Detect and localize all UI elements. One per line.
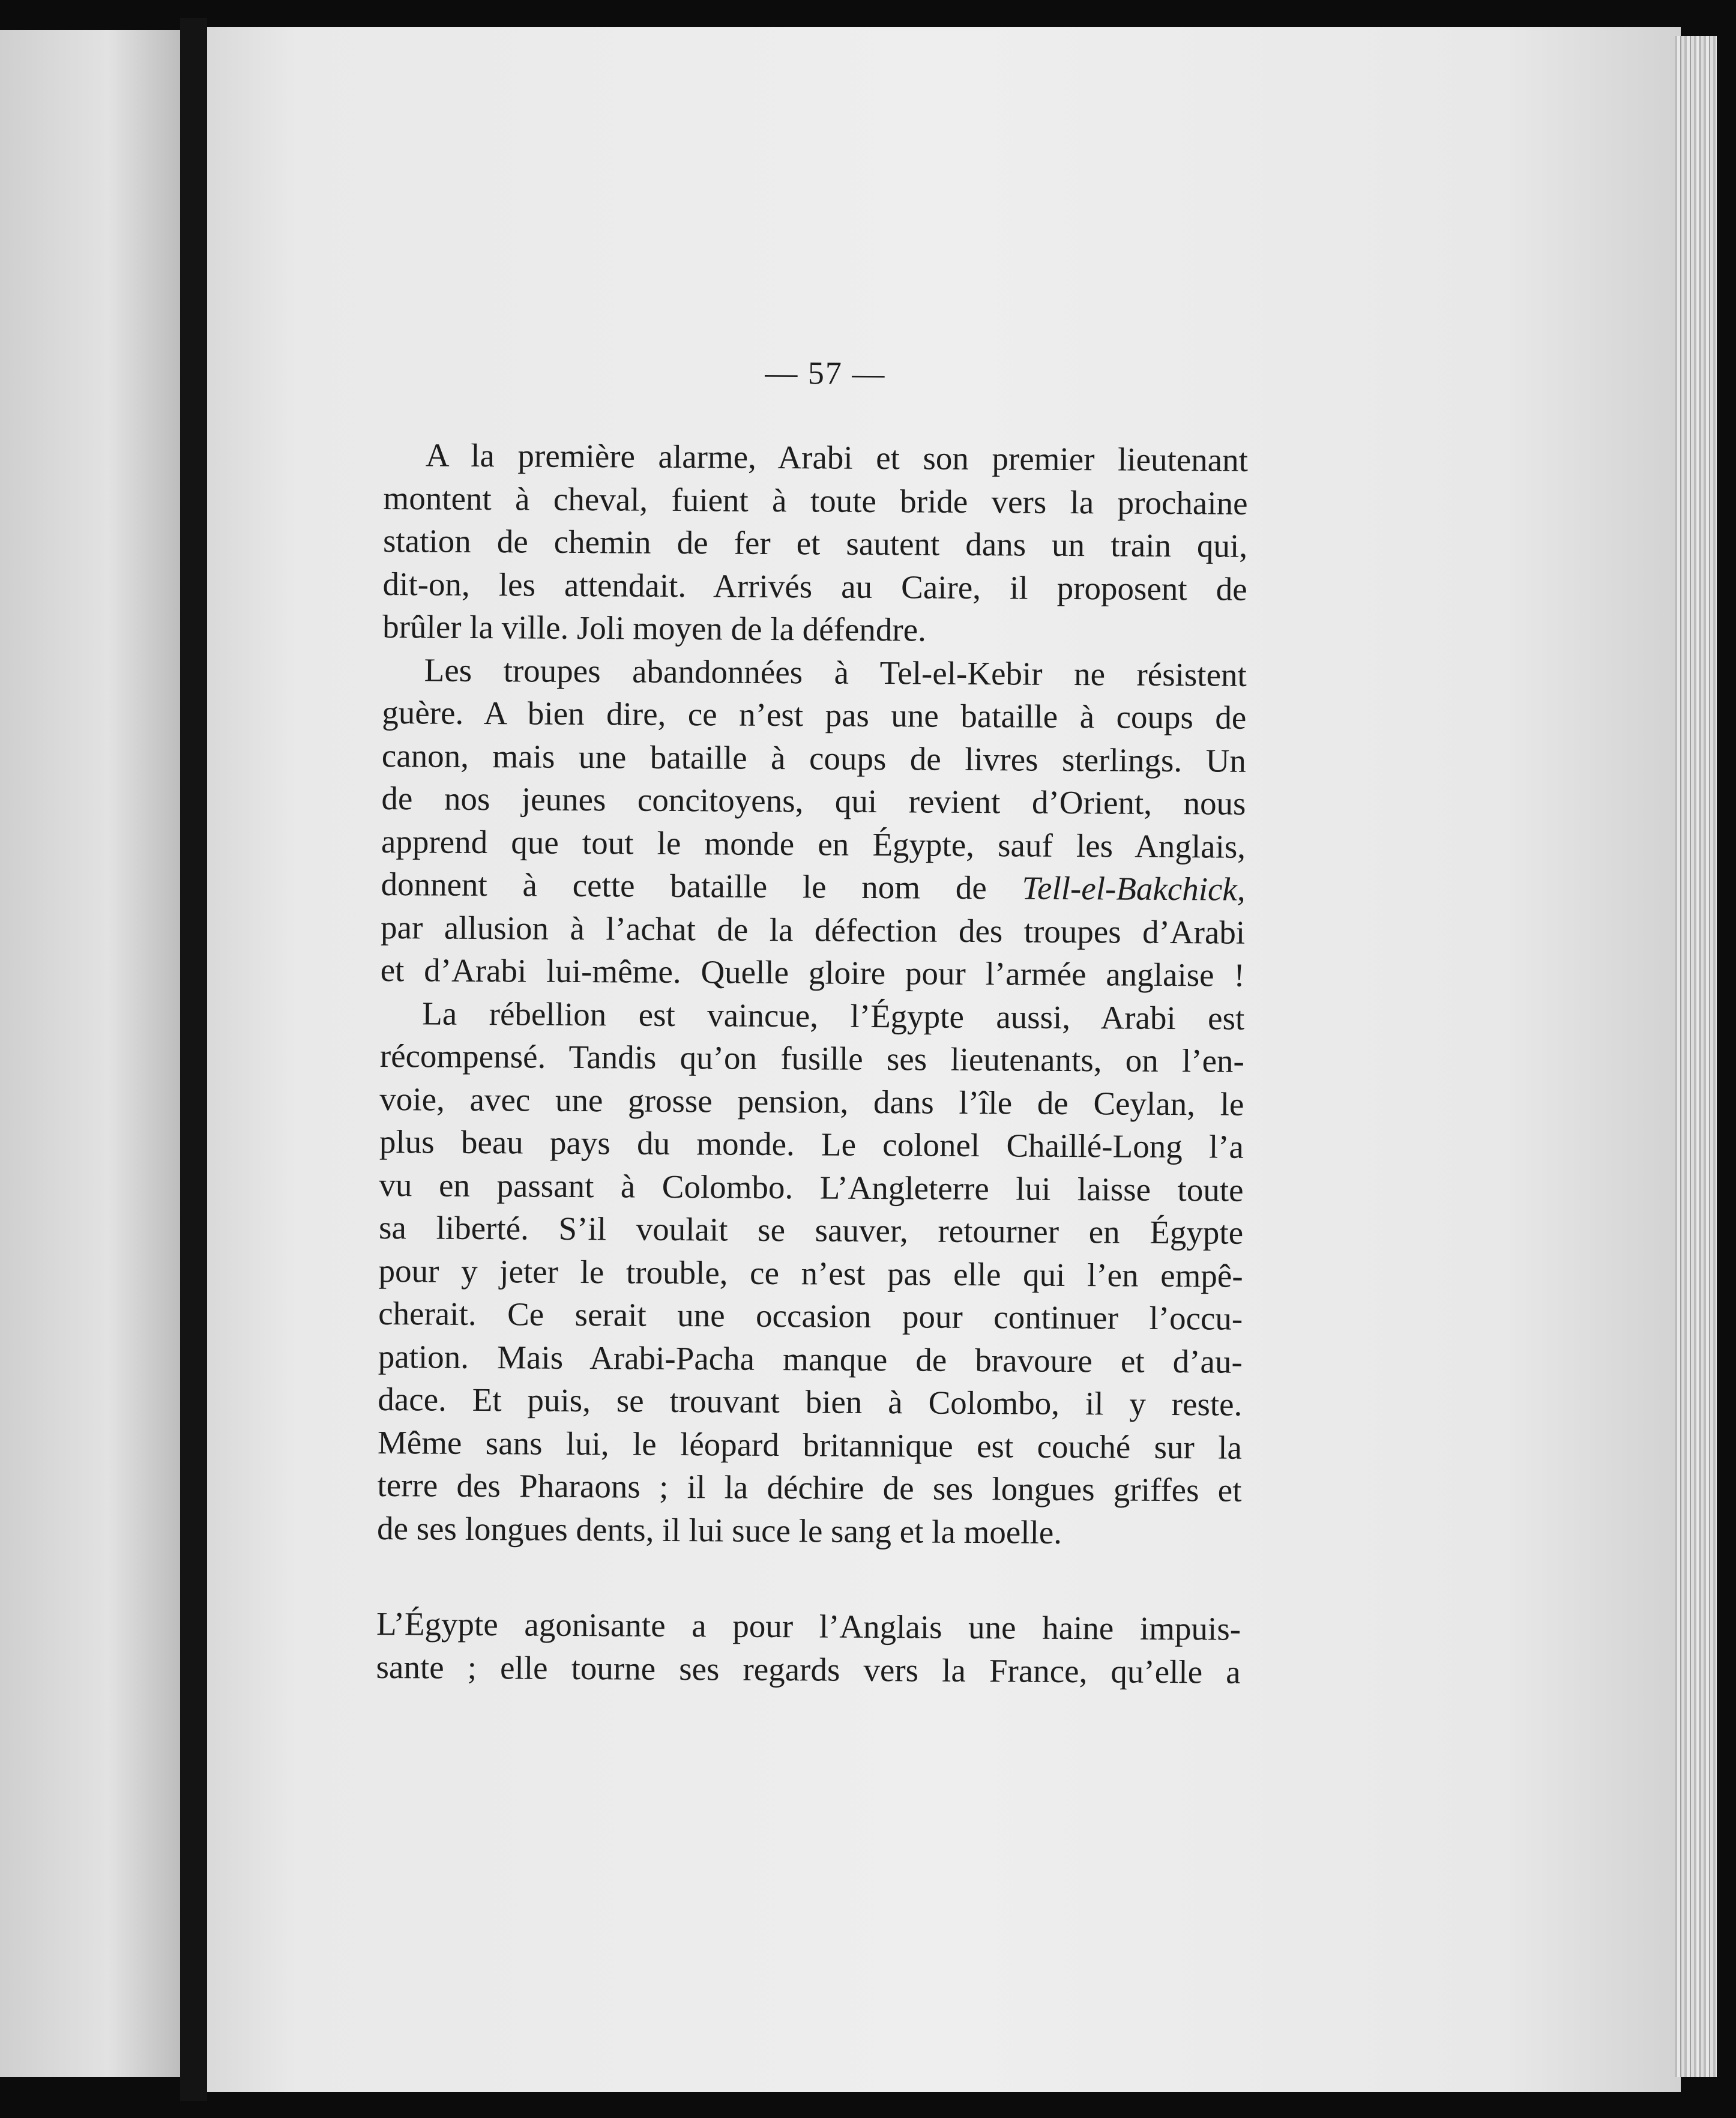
text-line: Les troupes abandonnées à Tel-el-Kebir ne résistent [424, 651, 1247, 693]
text-line: guère. A bien dire, ce n’est pas une bataille à coups de [382, 693, 1247, 736]
text-line: station de chemin de fer et sautent dans un train qui, [382, 522, 1248, 564]
text-line: vu en passant à Colombo. L’Angleterre lui laisse toute [379, 1166, 1244, 1208]
paragraph-4 [376, 1602, 1241, 1694]
left-page-edge [0, 30, 180, 2077]
text-line: La rébellion est vaincue, l’Égypte aussi, Arabi est [422, 994, 1245, 1037]
text-line: plus beau pays du monde. Le colonel Chaillé-Long l’a [379, 1123, 1244, 1165]
page-text [376, 354, 1249, 1694]
text-line: cherait. Ce serait une occasion pour continuer l’occu- [378, 1294, 1243, 1337]
section-break [376, 1549, 1241, 1608]
text-line: canon, mais une bataille à coups de livres sterlings. Un [381, 737, 1247, 779]
text-line: pour y jeter le trouble, ce n’est pas elle qui l’en empê- [378, 1252, 1243, 1294]
page-number: — 57 — [765, 354, 886, 392]
text-line: sa liberté. S’il voulait se sauver, retourner en Égypte [378, 1208, 1244, 1251]
text-line: terre des Pharaons ; il la déchire de ses longues griffes et [377, 1466, 1242, 1509]
text-line: apprend que tout le monde en Égypte, sauf les Anglais, [381, 822, 1246, 865]
text-line-with-italic [381, 863, 1245, 911]
text-line: voie, avec une grosse pension, dans l’île de Ceylan, le [379, 1080, 1244, 1123]
text-line: Même sans lui, le léopard britannique est couché sur la [377, 1423, 1243, 1466]
text-line: dace. Et puis, se trouvant bien à Colombo, il y reste. [378, 1380, 1243, 1423]
text-line: montent à cheval, fuient à toute bride vers la prochaine [383, 479, 1248, 522]
text-line: de nos jeunes concitoyens, qui revient d’Orient, nous [381, 779, 1246, 822]
paragraph-1 [382, 433, 1248, 653]
text-line: par allusion à l’achat de la défection des troupes d’Arabi [380, 908, 1246, 951]
text-line: pation. Mais Arabi-Pacha manque de bravoure et d’au- [378, 1338, 1243, 1380]
paragraph-3 [377, 991, 1245, 1554]
paragraph-2 [381, 648, 1247, 997]
text-line: de ses longues dents, il lui suce le sang et la moelle. [376, 1509, 1062, 1551]
text-line: et d’Arabi lui-même. Quelle gloire pour l’armée anglaise ! [380, 951, 1245, 994]
book-gutter [180, 18, 207, 2101]
text-line: dit-on, les attendait. Arrivés au Caire, il proposent de [382, 565, 1247, 608]
italic-place-name: Tell-el-Bakchick, [1022, 869, 1246, 908]
text-line: récompensé. Tandis qu’on fusille ses lieutenants, on l’en- [379, 1037, 1245, 1079]
text-run: donnent à cette bataille le nom de [381, 865, 987, 907]
text-line: sante ; elle tourne ses regards vers la France, qu’elle a [376, 1648, 1241, 1691]
page-stack-edges [1675, 36, 1717, 2077]
text-line: brûler la ville. Joli moyen de la défendre. [382, 608, 927, 648]
text-line: L’Égypte agonisante a pour l’Anglais une haine impuis- [376, 1605, 1241, 1647]
text-line: A la première alarme, Arabi et son premier lieutenant [425, 436, 1249, 478]
